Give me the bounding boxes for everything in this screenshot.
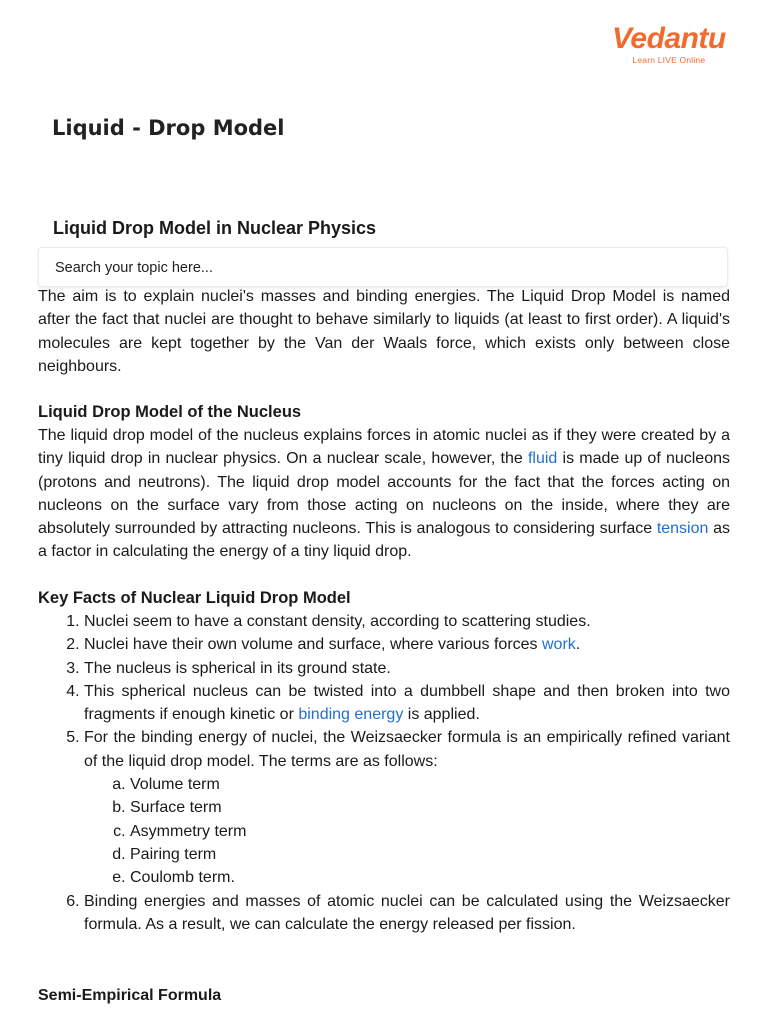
nucleus-text-3: as a factor in calculating the energy of a tiny liquid drop. xyxy=(38,520,730,561)
fact-item-1: 1. Nuclei seem to have a constant density, according to scattering studies. xyxy=(84,610,730,633)
nucleus-text-1: The liquid drop model of the nucleus explains forces in atomic nuclei as if they were created by a tiny liquid drop in nuclear physics. On a nuclear scale, however, the xyxy=(38,427,730,468)
terms-list xyxy=(84,773,730,889)
work-link[interactable]: work xyxy=(542,636,576,654)
fact-2-end: . xyxy=(575,636,581,654)
fact-item-6: 6. Binding energies and masses of atomic nuclei can be calculated using the Weizsaecker formula. As a result, we can calculate the energy released per fission. xyxy=(84,890,730,937)
fact-2-text: Nuclei have their own volume and surface, where various forces xyxy=(84,636,542,654)
vedantu-logo[interactable] xyxy=(612,22,726,65)
term-item: b. Surface term xyxy=(130,796,730,819)
logo-tagline: Learn LIVE Online xyxy=(632,55,706,65)
fact-item-3: 3. The nucleus is spherical in its ground state. xyxy=(84,657,730,680)
facts-list xyxy=(38,610,730,936)
logo-wordmark: Vedantu xyxy=(612,22,726,55)
section-title: Liquid Drop Model in Nuclear Physics xyxy=(53,218,377,238)
semi-empirical-heading: Semi-Empirical Formula xyxy=(38,987,222,1004)
nucleus-text-2: is made up of nucleons (protons and neutrons). The liquid drop model accounts for the fact that the forces acting on nucleons on the surface vary from those acting on nucleons on the inside, where they are absolutely surrounded by attracting nucleons. This is analogous to considering surface xyxy=(38,450,730,538)
tension-link[interactable]: tension xyxy=(656,520,709,538)
fact-4-text: This spherical nucleus can be twisted into a dumbbell shape and then broken into two fragments if enough kinetic or xyxy=(84,682,730,724)
term-item: e. Coulomb term. xyxy=(130,866,730,889)
page-title: Liquid - Drop Model xyxy=(52,116,285,140)
nucleus-paragraph xyxy=(38,424,730,564)
fact-item-4 xyxy=(84,680,730,727)
term-item: c. Asymmetry term xyxy=(130,820,730,843)
term-item: d. Pairing term xyxy=(130,843,730,866)
search-input[interactable]: Search your topic here... xyxy=(38,247,728,287)
fact-item-5 xyxy=(84,726,730,889)
facts-section xyxy=(38,587,730,936)
nucleus-heading: Liquid Drop Model of the Nucleus xyxy=(38,403,302,421)
nucleus-section xyxy=(38,401,730,564)
fluid-link[interactable]: fluid xyxy=(527,450,558,468)
facts-heading: Key Facts of Nuclear Liquid Drop Model xyxy=(38,589,351,607)
fact-5-text: For the binding energy of nuclei, the Weizsaecker formula is an empirically refined variant of the liquid drop model. The terms are as follows: xyxy=(84,729,730,770)
fact-item-2 xyxy=(84,633,730,656)
intro-block xyxy=(38,285,730,378)
intro-paragraph: The aim is to explain nuclei's masses and binding energies. The Liquid Drop Model is named after the fact that nuclei are thought to behave similarly to liquids (at least to first order). A liquid's molecules are kept together by the Van der Waals force, which exists only between close neighbours. xyxy=(38,288,730,375)
fact-4-end: is applied. xyxy=(403,706,480,724)
term-item: a. Volume term xyxy=(130,773,730,796)
binding-energy-link[interactable]: binding energy xyxy=(298,706,404,724)
